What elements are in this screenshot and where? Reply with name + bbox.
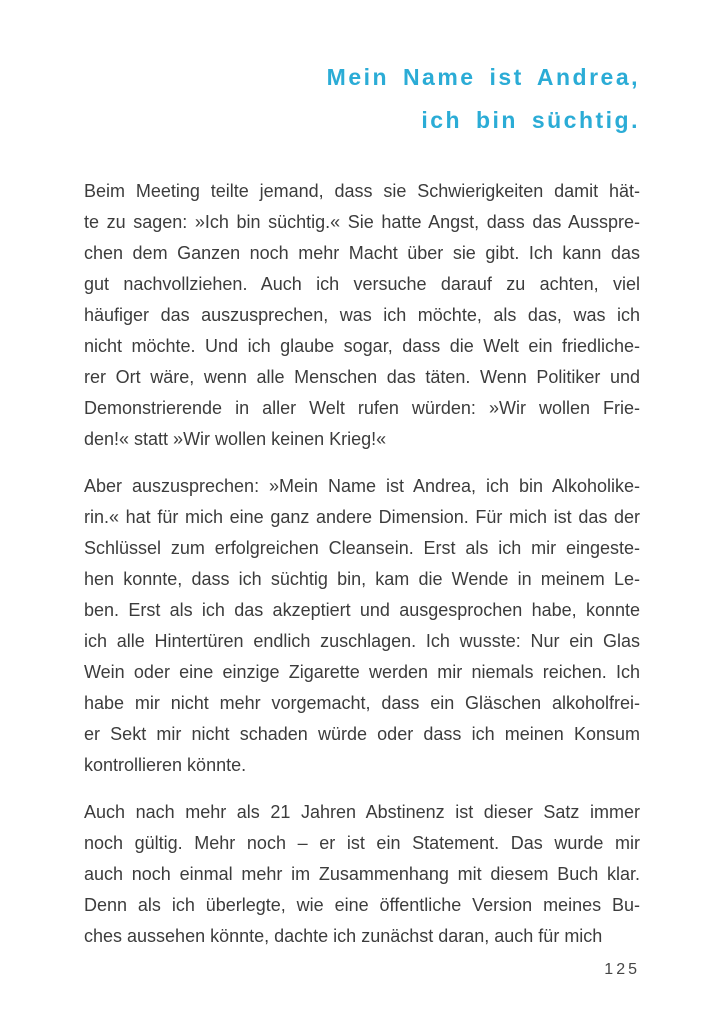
text-line: ben. Erst als ich das akzeptiert und ausgesprochen habe, konnte <box>84 600 640 620</box>
text-line: nicht möchte. Und ich glaube sogar, dass die Welt ein friedliche- <box>84 336 640 356</box>
text-line: den!« statt »Wir wollen keinen Krieg!« <box>84 429 387 449</box>
chapter-title <box>84 56 640 142</box>
text-line: noch gültig. Mehr noch – er ist ein Statement. Das wurde mir <box>84 833 640 853</box>
chapter-title-line-1: Mein Name ist Andrea, <box>326 64 640 90</box>
text-line: te zu sagen: »Ich bin süchtig.« Sie hatte Angst, dass das Ausspre- <box>84 212 640 232</box>
page-number: 125 <box>604 961 640 978</box>
text-line: Auch nach mehr als 21 Jahren Abstinenz ist dieser Satz immer <box>84 802 640 822</box>
text-line: kontrollieren könnte. <box>84 755 247 775</box>
text-line: Demonstrierende in aller Welt rufen würden: »Wir wollen Frie- <box>84 398 640 418</box>
text-line: chen dem Ganzen noch mehr Macht über sie gibt. Ich kann das <box>84 243 640 263</box>
text-line: häufiger das auszusprechen, was ich möchte, als das, was ich <box>84 305 640 325</box>
text-line: gut nachvollziehen. Auch ich versuche darauf zu achten, viel <box>84 274 640 294</box>
text-line: ich alle Hintertüren endlich zuschlagen. Ich wusste: Nur ein Glas <box>84 631 640 651</box>
text-line: rin.« hat für mich eine ganz andere Dimension. Für mich ist das der <box>84 507 640 527</box>
chapter-title-line-2: ich bin süchtig. <box>421 107 640 133</box>
text-line: hen konnte, dass ich süchtig bin, kam die Wende in meinem Le- <box>84 569 640 589</box>
text-line: rer Ort wäre, wenn alle Menschen das täten. Wenn Politiker und <box>84 367 640 387</box>
text-line: habe mir nicht mehr vorgemacht, dass ein Gläschen alkoholfrei- <box>84 693 640 713</box>
text-line: Beim Meeting teilte jemand, dass sie Schwierigkeiten damit hät- <box>84 181 640 201</box>
text-line: ches aussehen könnte, dachte ich zunächst daran, auch für mich <box>84 926 603 946</box>
text-line: Aber auszusprechen: »Mein Name ist Andrea, ich bin Alkoholike- <box>84 476 640 496</box>
text-line: er Sekt mir nicht schaden würde oder dass ich meinen Konsum <box>84 724 640 744</box>
text-line: auch noch einmal mehr im Zusammenhang mit diesem Buch klar. <box>84 864 640 884</box>
body-paragraph <box>84 176 640 455</box>
body-paragraph <box>84 797 640 952</box>
body-text <box>84 176 640 952</box>
body-paragraph <box>84 471 640 781</box>
text-line: Wein oder eine einzige Zigarette werden mir niemals reichen. Ich <box>84 662 640 682</box>
text-line: Denn als ich überlegte, wie eine öffentliche Version meines Bu- <box>84 895 640 915</box>
text-line: Schlüssel zum erfolgreichen Cleansein. Erst als ich mir eingeste- <box>84 538 640 558</box>
